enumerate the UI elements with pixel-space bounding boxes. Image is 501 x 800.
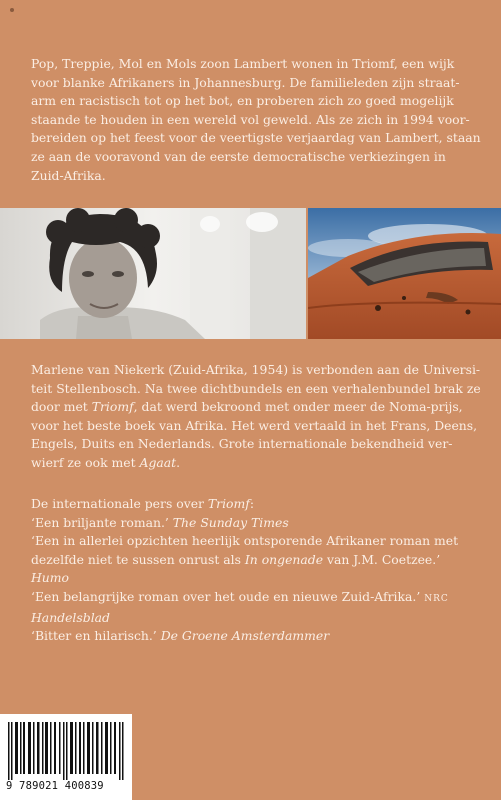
quote-title: In ongenade <box>244 551 324 567</box>
author-bio <box>31 361 481 473</box>
author-bio-text: . <box>176 454 181 470</box>
press-quote <box>31 588 481 627</box>
author-bio-title-agaat: Agaat <box>139 454 177 470</box>
press-heading <box>31 495 481 514</box>
photo-strip <box>0 208 501 339</box>
quote-text: ‘Een in allerlei opzichten heerlijk ontsporende Afrikaner roman met dezelfde niet te sussen onrust als <box>31 533 459 567</box>
isbn-number: 9 789021 400839 <box>6 780 104 792</box>
press-quotes <box>31 495 481 646</box>
rusted-car-image <box>308 208 501 339</box>
barcode-icon <box>6 722 126 780</box>
press-quote <box>31 532 481 588</box>
press-heading-colon: : <box>249 496 255 511</box>
quote-source: Humo <box>31 570 69 586</box>
quote-source: The Sunday Times <box>172 514 289 530</box>
barcode <box>0 714 132 800</box>
quote-text: ‘Een belangrijke roman over het oude en nieuwe Zuid-Afrika.’ <box>31 588 425 604</box>
author-portrait-image <box>0 208 306 339</box>
press-heading-text: De internationale pers over <box>31 496 208 511</box>
quote-source: NRC <box>424 593 449 604</box>
author-bio-text: Marlene van Niekerk (Zuid-Afrika, 1954) is verbonden aan de Universi-teit Stellenbosch. Na twee dichtbundels en een verhalenbundel brak ze door met <box>31 362 481 415</box>
press-heading-title: Triomf <box>207 496 250 511</box>
author-bio-title-triomf: Triomf <box>91 399 134 415</box>
author-bio-text: , dat werd bekroond met onder meer de Noma-prijs, voor het beste boek van Afrika. Het werd vertaald in het Frans, Deens, Engels, Duits en Nederlands. Grote internationale bekendheid ver-wierf ze ook met <box>31 399 478 470</box>
quote-source: Handelsblad <box>31 609 110 625</box>
decorative-dot <box>10 8 14 12</box>
quote-source: De Groene Amsterdammer <box>160 628 330 644</box>
blurb-text: Pop, Treppie, Mol en Mols zoon Lambert wonen in Triomf, een wijk voor blanke Afrikaners in Johannesburg. De familieleden zijn straat-arm en racistisch tot op het bot, en proberen zich zo goed mogelijk staande te houden in een wereld vol geweld. Als ze zich in 1994 voor-bereiden op het feest voor de veertigste verjaardag van Lambert, staan ze aan de vooravond van de eerste democratische verkiezingen in Zuid-Afrika. <box>31 56 481 183</box>
press-quote <box>31 514 481 533</box>
quote-text: ‘Bitter en hilarisch.’ <box>31 628 161 644</box>
quote-text: ‘Een briljante roman.’ <box>31 514 173 530</box>
quote-text: van J.M. Coetzee.’ <box>323 551 441 567</box>
press-quote <box>31 627 481 646</box>
